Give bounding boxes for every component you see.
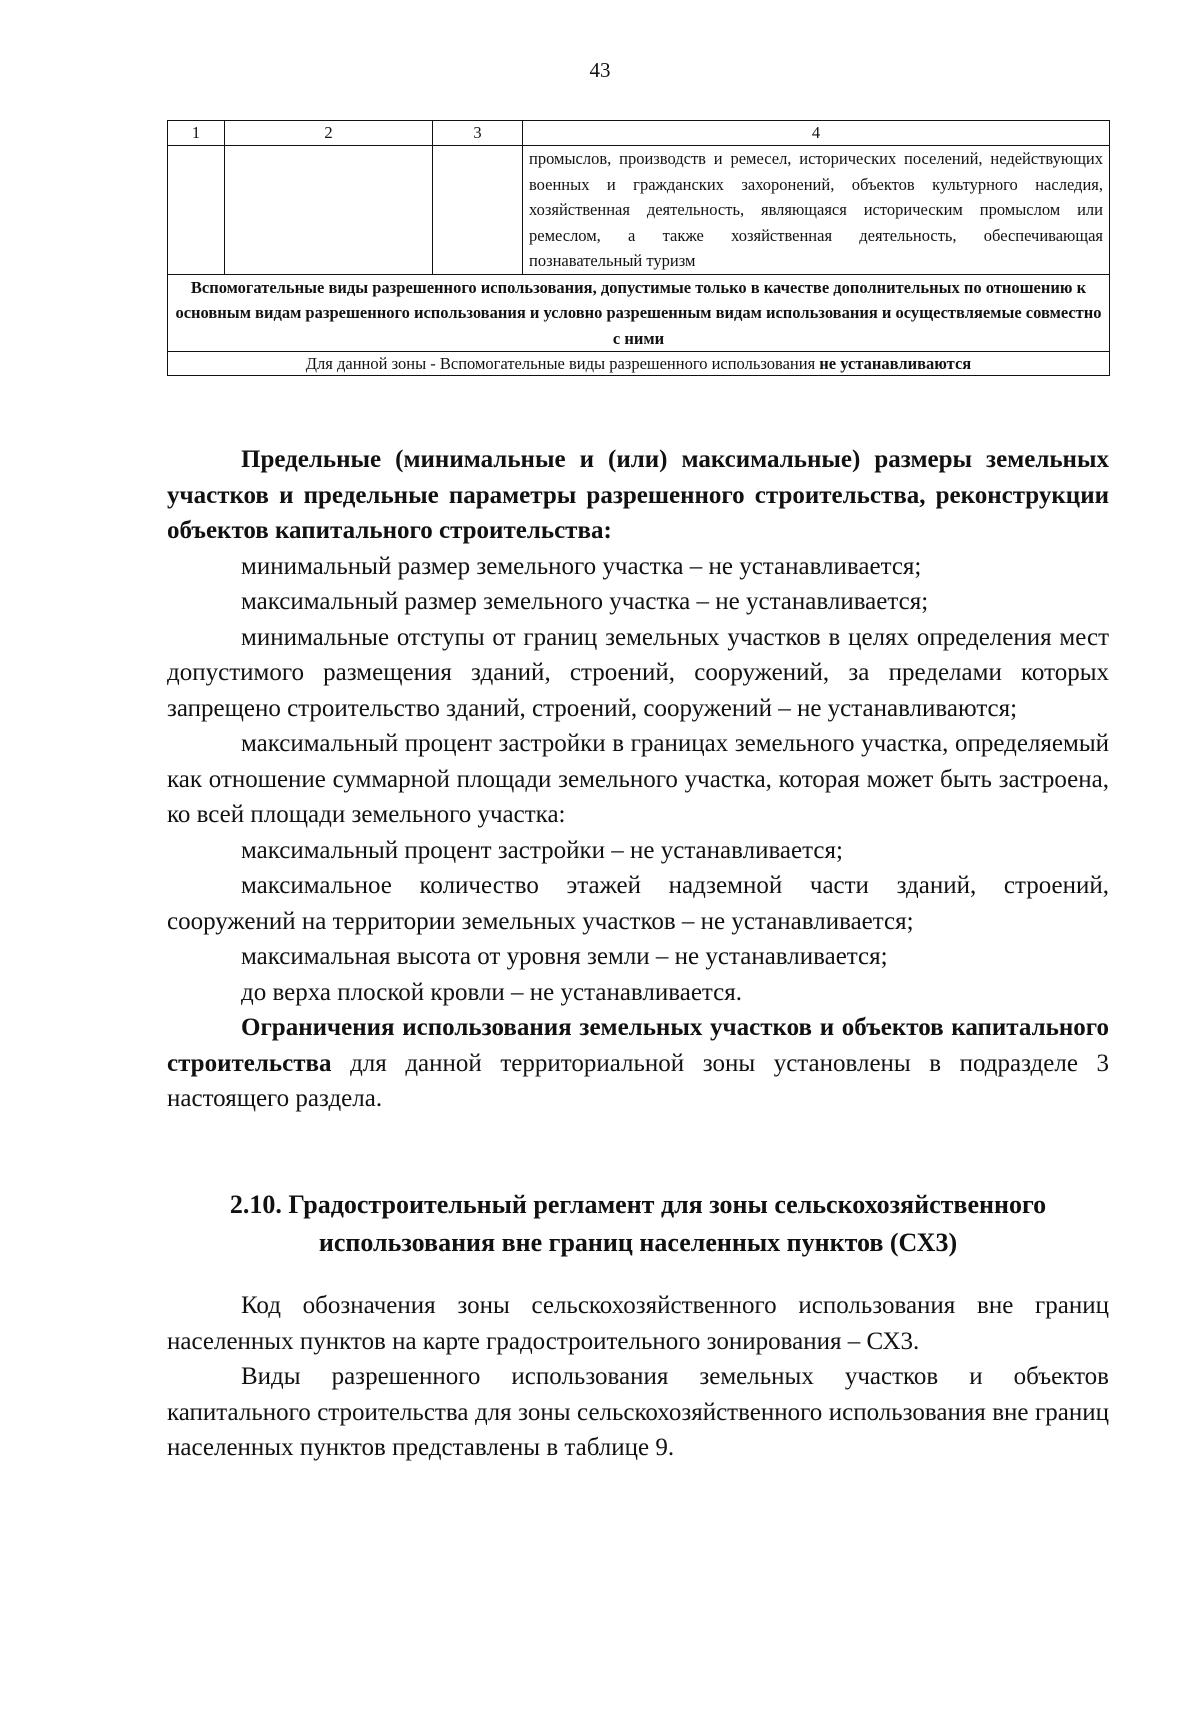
table-row [168,146,1110,275]
limit-item: минимальные отступы от границ земельных участков в целях определения мест допустимого размещения зданий, строений, сооружений, за пределами которых запрещено строительство зданий, строений, сооружений – не устанавливаются; [167,623,1109,722]
table-cell-description: промыслов, производств и ремесел, исторических поселений, недействующих военных и гражданских захоронений, объектов культурного наследия, хозяйственная деятельность, являющаяся историческим промыслом или ремеслом, а также хозяйственная деятельность, обеспечивающая познавательный туризм [523,146,1110,275]
limit-item: максимальный процент застройки – не устанавливается; [241,836,843,864]
section-title [167,1186,1109,1262]
restrictions-rest: для данной территориальной зоны установлены в подразделе 3 настоящего раздела. [167,1049,1109,1112]
regulations-table [167,120,1110,376]
section-paragraph: Код обозначения зоны сельскохозяйственного использования вне границ населенных пунктов на карте градостроительного зонирования – СХ3. [167,1292,1109,1355]
limits-heading: Предельные (минимальные и (или) максимальные) размеры земельных участков и предельные параметры разрешенного строительства, реконструкции объектов капитального строительства: [167,446,1109,544]
table-header-cell: 1 [168,121,225,146]
table-row-auxiliary-heading [168,274,1110,352]
limits-section [167,442,1109,1117]
table-cell-empty [225,146,433,275]
restrictions-paragraph [167,1010,1109,1117]
table-row-auxiliary-note [168,352,1110,376]
section-title-line: использования вне границ населенных пунктов (СХ3) [318,1228,958,1257]
section-title-line: 2.10. Градостроительный регламент для зоны сельскохозяйственного [229,1190,1047,1219]
limit-item: максимальный процент застройки в границах земельного участка, определяемый как отношение суммарной площади земельного участка, которая может быть застроена, ко всей площади земельного участка: [167,730,1109,828]
section-paragraph: Виды разрешенного использования земельных участков и объектов капитального строительства для зоны сельскохозяйственного использования вне границ населенных пунктов представлены в таблице 9. [167,1363,1109,1461]
limit-item: максимальный размер земельного участка – не устанавливается; [241,588,929,615]
table-cell-empty [433,146,523,275]
section-body [167,1288,1109,1466]
limit-item: до верха плоской кровли – не устанавливается. [241,978,742,1006]
table-header-cell: 2 [225,121,433,146]
table-header-cell: 4 [523,121,1110,146]
auxiliary-uses-heading: Вспомогательные виды разрешенного использования, допустимые только в качестве дополнительных по отношению к основным видам разрешенного использования и условно разрешенным видам использования и осуществляемые совместно с ними [168,274,1110,352]
table-cell-empty [168,146,225,275]
limit-item: максимальное количество этажей надземной части зданий, строений, сооружений на территории земельных участков – не устанавливается; [167,872,1109,935]
table-header-row [168,121,1110,146]
auxiliary-uses-note [168,352,1110,376]
auxiliary-note-plain: Для данной зоны - Вспомогательные виды разрешенного использования [305,354,816,373]
limit-item: максимальная высота от уровня земли – не устанавливается; [241,943,888,970]
limit-item: минимальный размер земельного участка – не устанавливается; [241,552,922,580]
auxiliary-note-bold: не устанавливаются [819,354,972,373]
restrictions-bold: Ограничения использования земельных участков и объектов капитального строительства [167,1014,1109,1077]
table-header-cell: 3 [433,121,523,146]
page-number: 43 [589,58,611,82]
